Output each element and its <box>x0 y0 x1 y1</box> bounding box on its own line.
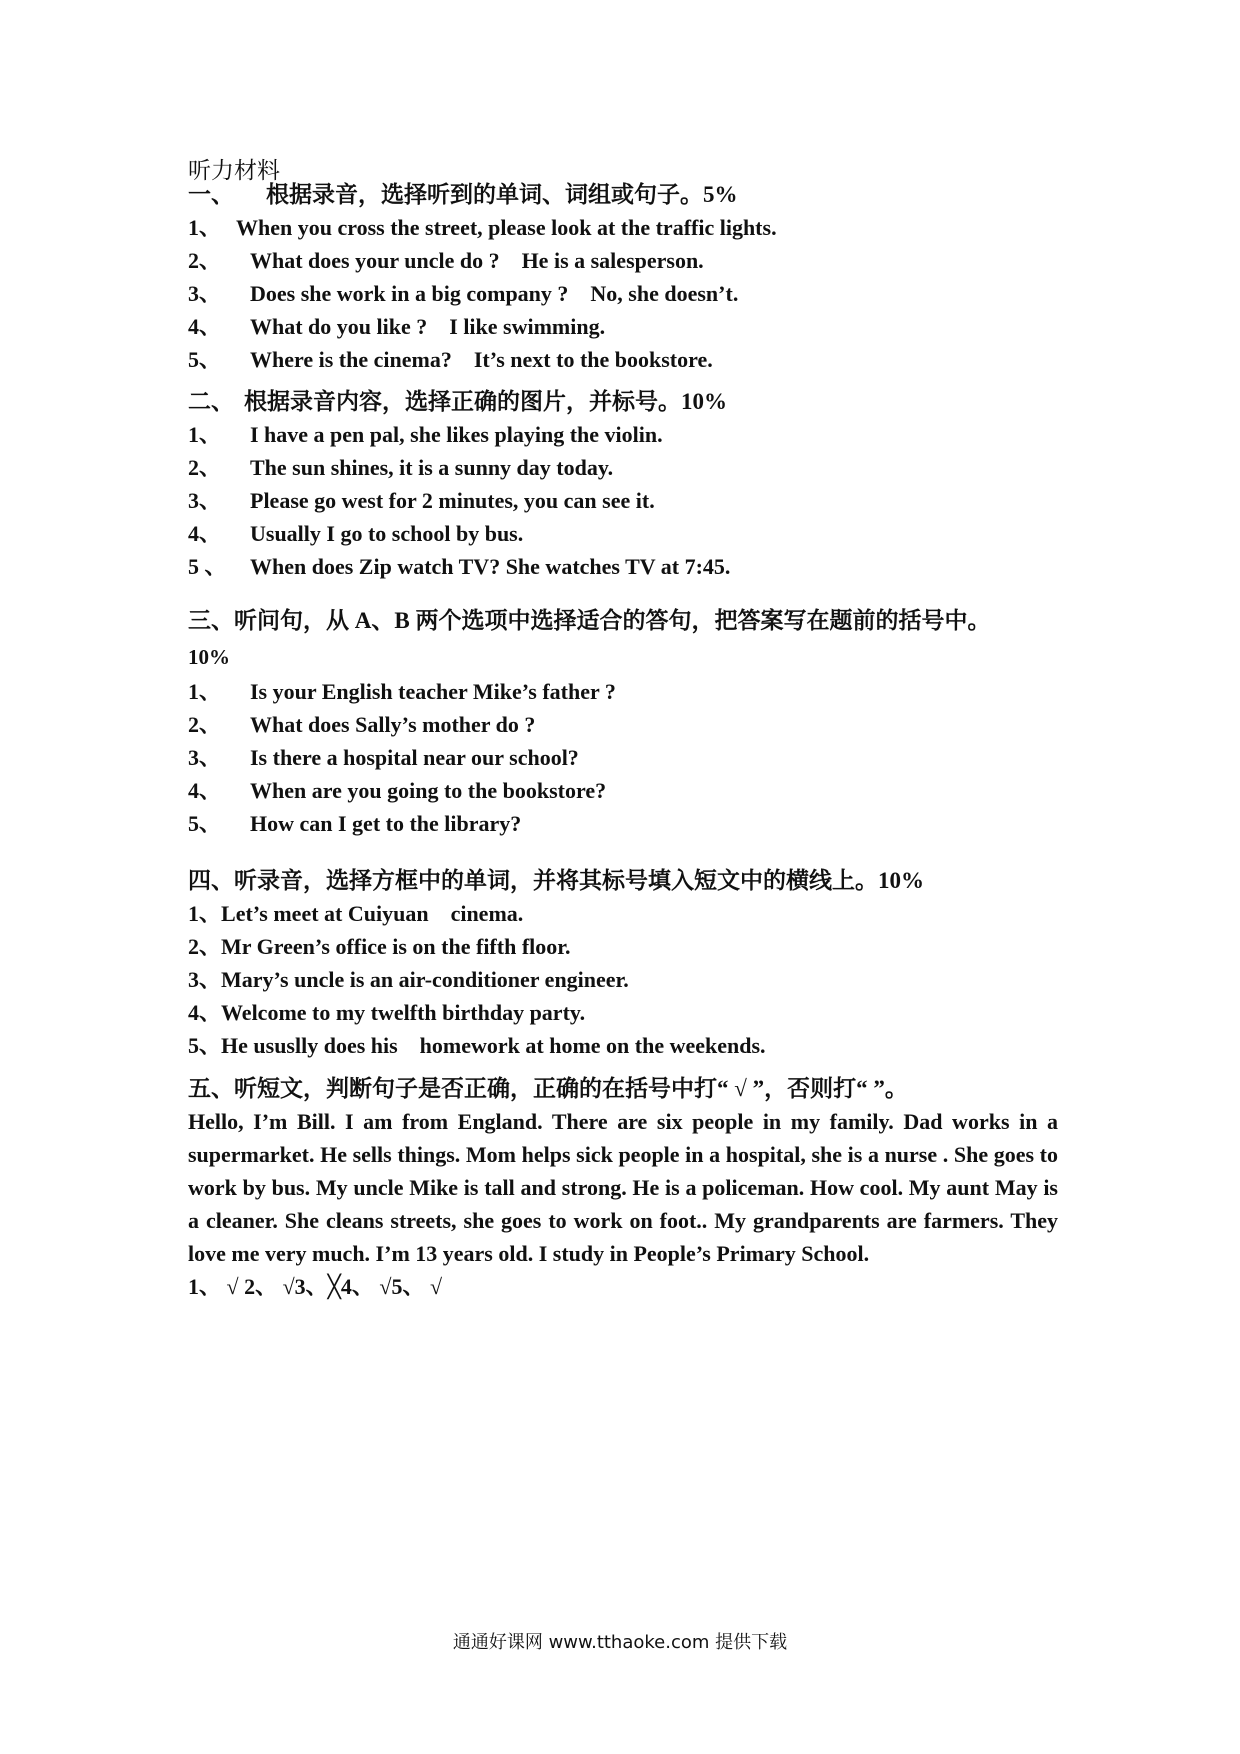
list-item: 1、Let’s meet at Cuiyuan cinema. <box>188 901 524 926</box>
list-item: 1、 When you cross the street, please look at the traffic lights. <box>188 215 777 240</box>
list-item: 5、He ususlly does his homework at home on the weekends. <box>188 1033 766 1058</box>
section-4 <box>188 864 1068 1062</box>
list-item: 2、 What does your uncle do ? He is a salesperson. <box>188 248 704 273</box>
list-item: 4、 When are you going to the bookstore? <box>188 778 607 803</box>
list-item: 2、 The sun shines, it is a sunny day today. <box>188 455 614 480</box>
list-item: 3、 Is there a hospital near our school? <box>188 745 579 770</box>
section-4-heading: 四、听录音，选择方框中的单词，并将其标号填入短文中的横线上。10% <box>188 868 924 893</box>
section-2 <box>188 385 1068 583</box>
section-1 <box>188 178 1068 376</box>
section-3-heading: 三、听问句，从 A、B 两个选项中选择适合的答句，把答案写在题前的括号中。 <box>188 608 991 633</box>
list-item: 1、 I have a pen pal, she likes playing the violin. <box>188 422 663 447</box>
list-item: 3、 Does she work in a big company ? No, she doesn’t. <box>188 281 739 306</box>
answer-key: 1、 √ 2、 √3、╳4、 √5、 √ <box>188 1274 443 1299</box>
section-1-heading <box>188 178 1068 211</box>
section-3-heading-tail: 10% <box>188 645 230 669</box>
page-title: 听力材料 <box>188 158 280 183</box>
list-item: 4、 Usually I go to school by bus. <box>188 521 524 546</box>
list-item: 1、 Is your English teacher Mike’s father ? <box>188 679 616 704</box>
list-item: 3、Mary’s uncle is an air-conditioner engineer. <box>188 967 629 992</box>
section-2-heading <box>188 385 1068 418</box>
section-1-number: 一、 <box>188 182 234 207</box>
list-item: 5、 How can I get to the library? <box>188 811 522 836</box>
list-item: 3、 Please go west for 2 minutes, you can see it. <box>188 488 655 513</box>
section-2-number: 二、 <box>188 389 234 414</box>
listening-passage: Hello, I’m Bill. I am from England. There are six people in my family. Dad works in a supermarket. He sells things. Mom helps sick people in a hospital, she is a nurse . She goes to work by bus. My uncle Mike is tall and strong. He is a policeman. How cool. My aunt May is a cleaner. She cleans streets, she goes to work on foot.. My grandparents are farmers. They love me very much. I’m 13 years old. I study in People’s Primary School. <box>188 1109 1058 1266</box>
list-item: 4、Welcome to my twelfth birthday party. <box>188 1000 586 1025</box>
section-5 <box>188 1072 1068 1303</box>
footer-credit: 通通好课网 www.tthaoke.com 提供下载 <box>452 1632 788 1653</box>
section-5-heading: 五、听短文，判断句子是否正确，正确的在括号中打“ √ ”，否则打“ ”。 <box>188 1076 908 1101</box>
list-item: 5 、 When does Zip watch TV? She watches TV at 7:45. <box>188 554 731 579</box>
list-item: 2、 What does Sally’s mother do ? <box>188 712 536 737</box>
list-item: 4、 What do you like ? I like swimming. <box>188 314 606 339</box>
section-2-title: 根据录音内容，选择正确的图片，并标号。10% <box>244 389 727 414</box>
section-1-title: 根据录音，选择听到的单词、词组或句子。5% <box>266 182 738 207</box>
section-3 <box>188 603 1068 840</box>
list-item: 5、 Where is the cinema? It’s next to the bookstore. <box>188 347 713 372</box>
list-item: 2、Mr Green’s office is on the fifth floor. <box>188 934 571 959</box>
